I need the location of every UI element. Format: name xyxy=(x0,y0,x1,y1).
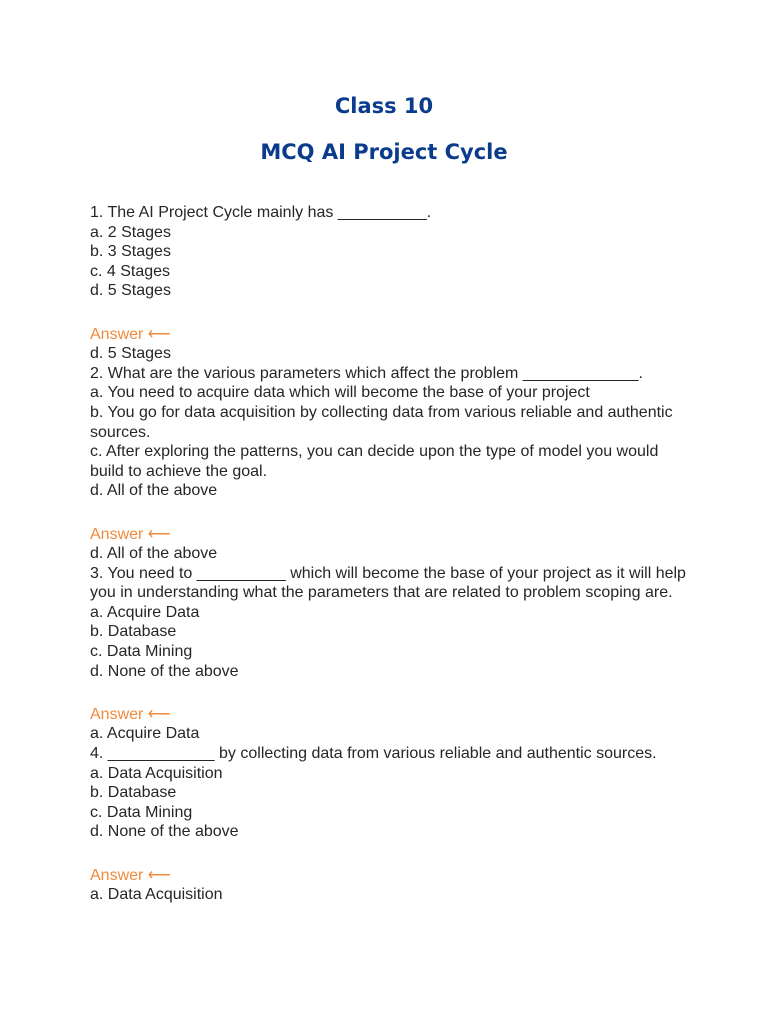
answer-label: Answer ⟵ xyxy=(90,705,171,723)
option: c. Data Mining xyxy=(90,803,193,821)
option: b. You go for data acquisition by collecting data from various reliable and authentic sources. xyxy=(90,403,673,441)
option: d. 5 Stages xyxy=(90,282,171,300)
option: d. None of the above xyxy=(90,662,239,680)
question-text: 4. ____________ by collecting data from various reliable and authentic sources. xyxy=(90,745,657,763)
spacer xyxy=(90,501,690,525)
spacer xyxy=(90,842,690,866)
option: a. Acquire Data xyxy=(90,603,200,621)
answer-label: Answer ⟵ xyxy=(90,866,171,884)
question-text: 1. The AI Project Cycle mainly has __________. xyxy=(90,204,432,221)
answer-text: d. All of the above xyxy=(90,545,218,563)
question-block xyxy=(90,564,690,744)
option: c. Data Mining xyxy=(90,643,193,661)
answer-label: Answer ⟵ xyxy=(90,525,171,543)
answer-text: a. Acquire Data xyxy=(90,725,200,743)
answer-label: Answer ⟵ xyxy=(90,325,171,343)
option: a. You need to acquire data which will become the base of your project xyxy=(90,384,590,402)
option: b. Database xyxy=(90,623,177,641)
question-block xyxy=(90,744,690,905)
option: a. Data Acquisition xyxy=(90,764,223,782)
option: a. 2 Stages xyxy=(90,223,171,241)
option: d. None of the above xyxy=(90,823,239,841)
question-text: 3. You need to __________ which will become the base of your project as it will help you in understanding what the parameters that are related to problem scoping are. xyxy=(90,564,686,602)
spacer xyxy=(90,681,690,705)
question-text: 2. What are the various parameters which affect the problem _____________. xyxy=(90,364,643,382)
option: b. Database xyxy=(90,784,177,802)
question-block xyxy=(90,203,690,364)
spacer xyxy=(90,301,690,325)
option: c. After exploring the patterns, you can decide upon the type of model you would build to achieve the goal. xyxy=(90,443,659,480)
question-block xyxy=(90,364,690,564)
class-title: Class 10 xyxy=(334,94,434,118)
answer-text: d. 5 Stages xyxy=(90,345,171,363)
quiz-title: MCQ AI Project Cycle xyxy=(260,140,508,164)
quiz-content xyxy=(90,203,690,905)
option: d. All of the above xyxy=(90,482,218,500)
option: b. 3 Stages xyxy=(90,243,171,261)
option: c. 4 Stages xyxy=(90,262,171,280)
answer-text: a. Data Acquisition xyxy=(90,886,223,904)
